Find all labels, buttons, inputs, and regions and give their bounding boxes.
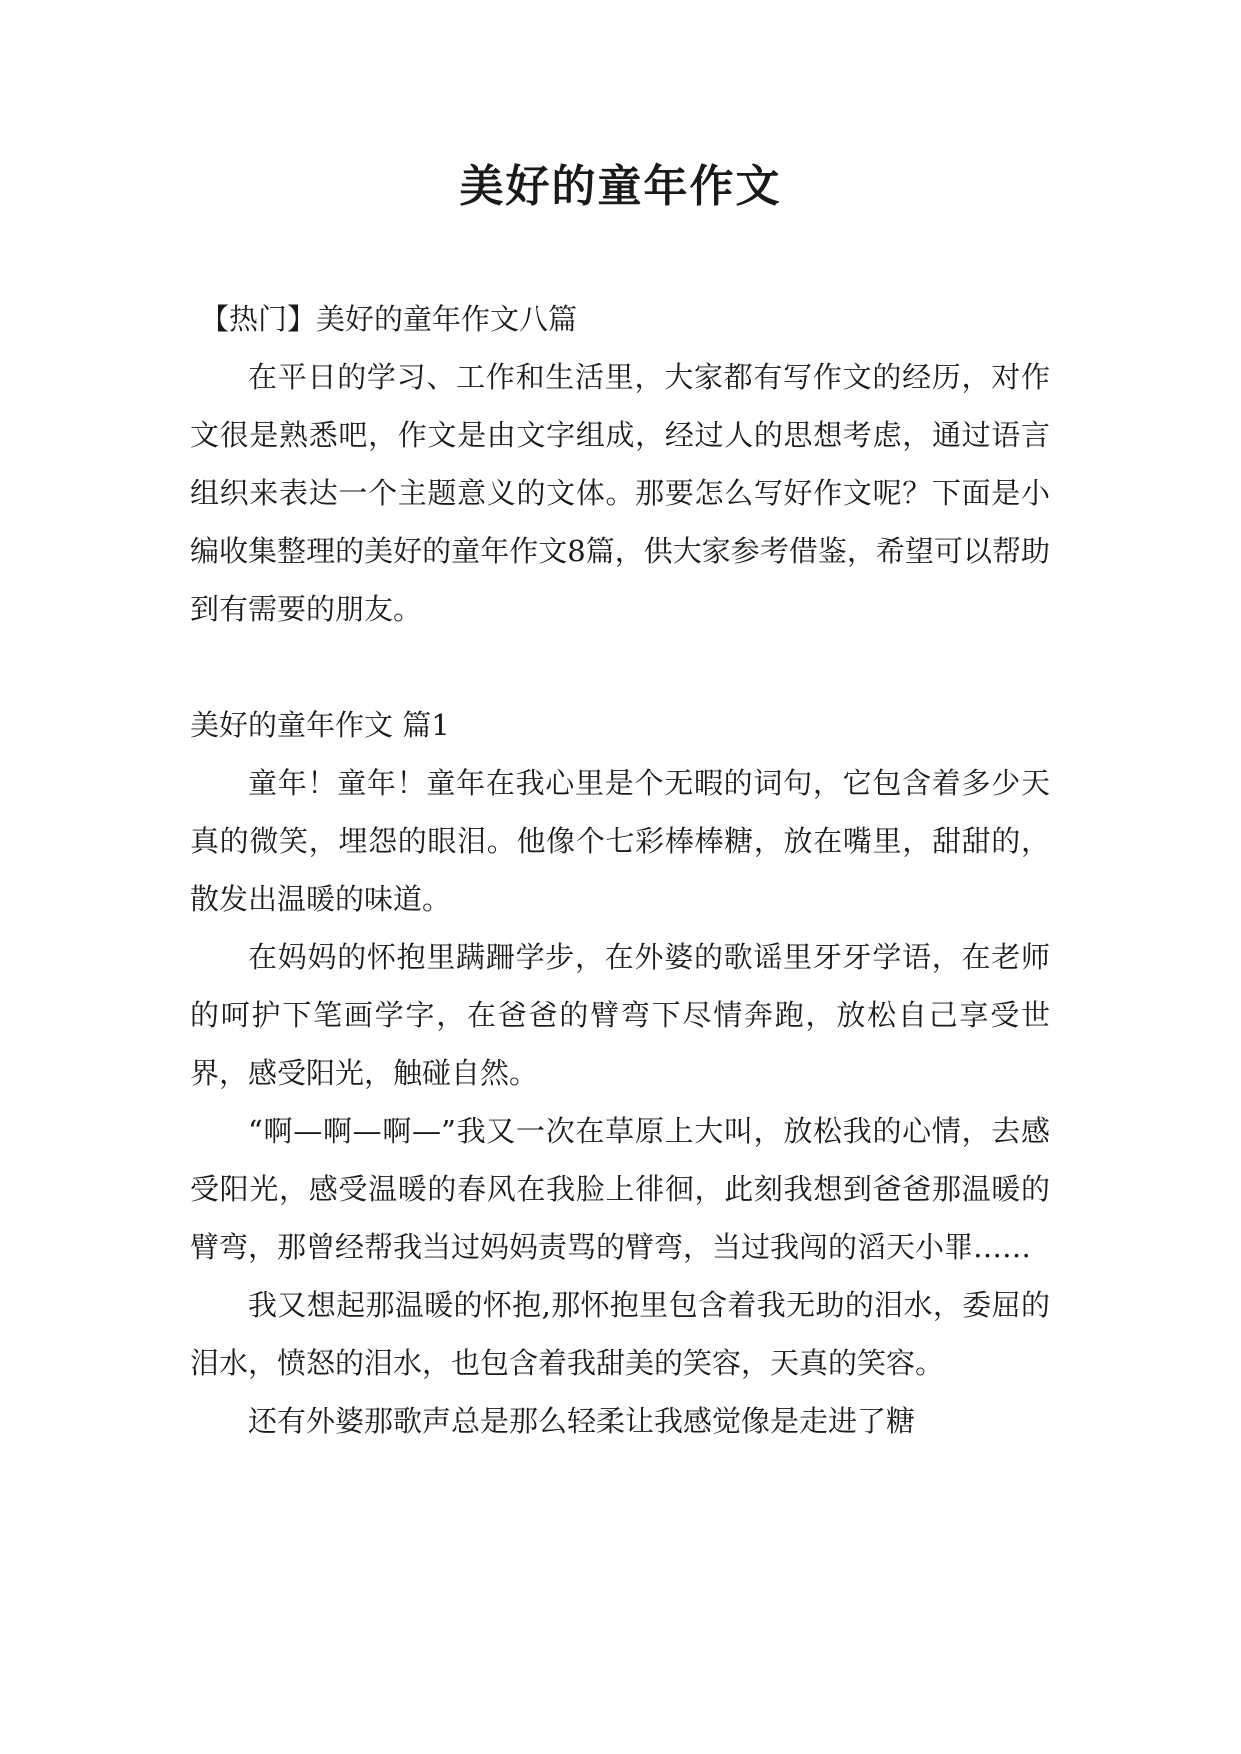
section-title: 美好的童年作文 篇1 [190, 708, 450, 742]
document-title: 美好的童年作文 [459, 161, 782, 212]
body-paragraph: 还有外婆那歌声总是那么轻柔让我感觉像是走进了糖 [248, 1404, 916, 1438]
document-subtitle: 【热门】美好的童年作文八篇 [200, 302, 578, 336]
intro-paragraph: 在平日的学习、工作和生活里，大家都有写作文的经历，对作文很是熟悉吧，作文是由文字组成，经过人的思想考虑，通过语言组织来表达一个主题意义的文体。那要怎么写好作文呢？下面是小编收集整理的美好的童年作文8篇，供大家参考借鉴，希望可以帮助到有需要的朋友。 [190, 360, 1050, 626]
body-paragraph: 我又想起那温暖的怀抱,那怀抱里包含着我无助的泪水，委屈的泪水，愤怒的泪水，也包含着我甜美的笑容，天真的笑容。 [190, 1288, 1050, 1380]
body-paragraph: 童年！童年！童年在我心里是个无暇的词句，它包含着多少天真的微笑，埋怨的眼泪。他像个七彩棒棒糖，放在嘴里，甜甜的，散发出温暖的味道。 [190, 766, 1050, 916]
document-body [190, 290, 1050, 1450]
body-paragraph: 在妈妈的怀抱里蹒跚学步，在外婆的歌谣里牙牙学语，在老师的呵护下笔画学字，在爸爸的臂弯下尽情奔跑，放松自己享受世界，感受阳光，触碰自然。 [190, 940, 1050, 1090]
body-paragraph: “啊—啊—啊—”我又一次在草原上大叫，放松我的心情，去感受阳光，感受温暖的春风在我脸上徘徊，此刻我想到爸爸那温暖的臂弯，那曾经帮我当过妈妈责骂的臂弯，当过我闯的滔天小罪…… [190, 1114, 1050, 1264]
